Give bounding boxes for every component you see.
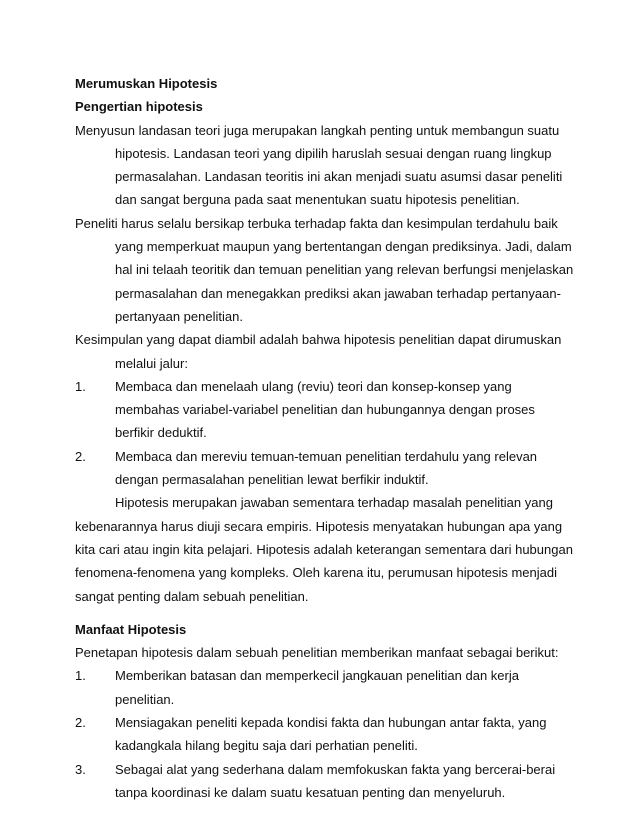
paragraph-kesimpulan: Kesimpulan yang dapat diambil adalah bahwa hipotesis penelitian dapat dirumuskan melalui jalur: [75,332,562,371]
section-title-merumuskan: Merumuskan Hipotesis [75,76,218,91]
section-subtitle-pengertian: Pengertian hipotesis [75,99,203,115]
list-text: Membaca dan mereviu temuan-temuan penelitian terdahulu yang relevan dengan permasalahan penelitian lewat berfikir induktif. [115,448,538,488]
list-item [75,445,575,492]
list-text: Memberikan batasan dan memperkecil jangkauan penelitian dan kerja penelitian. [115,668,519,707]
list-item [75,664,575,711]
list-number: 1. [75,378,86,394]
paragraph-hipotesis-definisi: Hipotesis merupakan jawaban sementara terhadap masalah penelitian yang kebenarannya harus diuji secara empiris. Hipotesis menyatakan hubungan apa yang kita cari atau ingin kita pelajari. Hipotesis adalah keterangan sementara dari hubungan fenomena-fenomena yang kompleks. Oleh karena itu, perumusan hipotesis menjadi sangat penting dalam sebuah penelitian. [75,495,573,604]
section-spacer [75,608,575,618]
list-text: Membaca dan menelaah ulang (reviu) teori dan konsep-konsep yang membahas variabel-variabel penelitian dan hubungannya dengan proses berfikir deduktif. [115,378,535,441]
paragraph-peneliti-terbuka: Peneliti harus selalu bersikap terbuka terhadap fakta dan kesimpulan terdahulu baik yang memperkuat maupun yang bertentangan dengan prediksinya. Jadi, dalam hal ini telaah teoritik dan temuan penelitian yang relevan berfungsi menjelaskan permasalahan dan menegakkan prediksi akan jawaban terhadap pertanyaan-pertanyaan penelitian. [75,215,574,324]
paragraph-penetapan: Penetapan hipotesis dalam sebuah penelitian memberikan manfaat sebagai berikut: [75,645,559,661]
document-body [75,72,575,804]
list-item [75,375,575,445]
section-title-manfaat: Manfaat Hipotesis [75,621,187,637]
list-number: 3. [75,761,86,777]
list-text: Sebagai alat yang sederhana dalam memfokuskan fakta yang bercerai-berai tanpa koordinasi ke dalam suatu kesatuan penting dan menyeluruh. [115,761,556,800]
paragraph-landasan-teori: Menyusun landasan teori juga merupakan langkah penting untuk membangun suatu hipotesis. Landasan teori yang dipilih haruslah sesuai dengan ruang lingkup permasalahan. Landasan teoritis ini akan menjadi suatu asumsi dasar peneliti dan sangat berguna pada saat menentukan suatu hipotesis penelitian. [75,122,563,208]
list-text: Mensiagakan peneliti kepada kondisi fakta dan hubungan antar fakta, yang kadangkala hilang begitu saja dari perhatian peneliti. [115,715,547,754]
list-item [75,758,575,805]
list-number: 1. [75,668,86,684]
list-number: 2. [75,448,86,464]
list-number: 2. [75,715,86,731]
list-item [75,711,575,758]
